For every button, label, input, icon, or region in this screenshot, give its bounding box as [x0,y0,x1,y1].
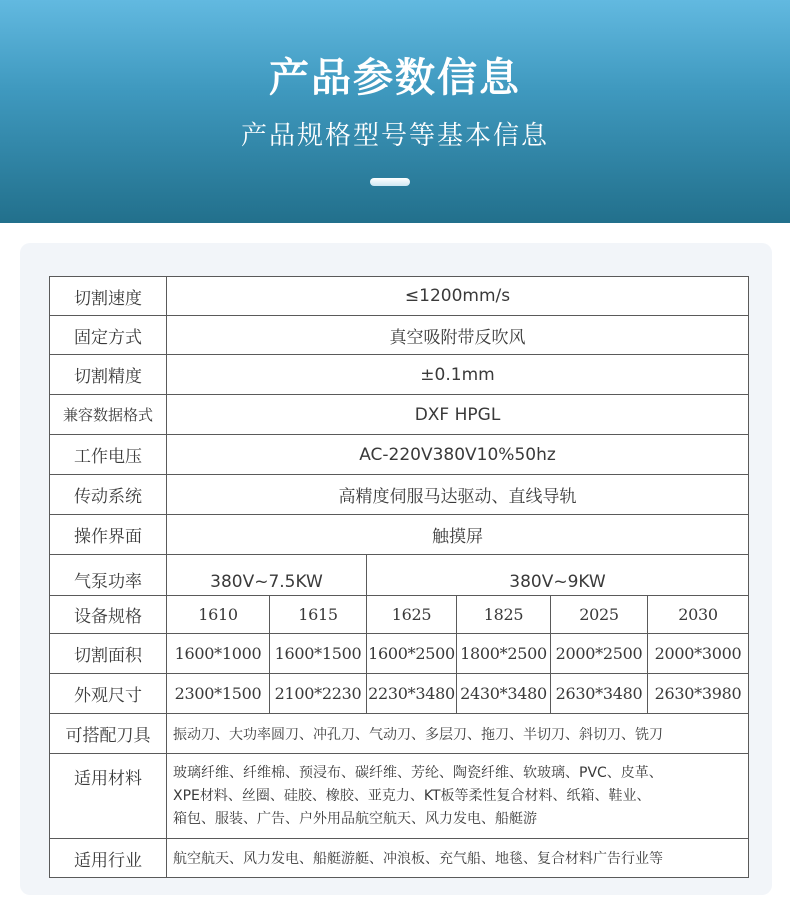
spec-label: 切割精度 [50,355,167,395]
spec-value: 1625 [367,596,457,634]
spec-value: ±0.1mm [167,355,749,395]
spec-label: 适用行业 [50,839,167,878]
header-banner [0,0,790,223]
spec-label: 适用材料 [50,754,167,839]
spec-value: 1615 [270,596,367,634]
page-subtitle: 产品规格型号等基本信息 [240,121,549,151]
spec-row-interface [50,515,749,555]
spec-value: 2000*3000 [648,634,749,674]
spec-table [49,276,749,878]
spec-row-precision [50,355,749,395]
page-title: 产品参数信息 [269,55,521,101]
spec-row-pump [50,555,749,596]
spec-label: 传动系统 [50,475,167,515]
spec-value: 2000*2500 [551,634,648,674]
spec-value: 2100*2230 [270,674,367,714]
spec-value: 1610 [167,596,270,634]
spec-label: 外观尺寸 [50,674,167,714]
spec-value: 2300*1500 [167,674,270,714]
material-line: 箱包、服装、广告、户外用品航空航天、风力发电、船艇游 [173,811,537,827]
spec-value: 380V~7.5KW [167,555,367,596]
spec-row-materials [50,754,749,839]
spec-label: 气泵功率 [50,555,167,596]
spec-label: 工作电压 [50,435,167,475]
spec-value: DXF HPGL [167,395,749,435]
spec-value: 2230*3480 [367,674,457,714]
spec-row-drive [50,475,749,515]
decorative-pill [370,178,410,186]
spec-row-models [50,596,749,634]
spec-label: 兼容数据格式 [50,395,167,435]
spec-value: AC-220V380V10%50hz [167,435,749,475]
spec-row-speed [50,277,749,316]
spec-label: 固定方式 [50,316,167,355]
spec-value: 振动刀、大功率圆刀、冲孔刀、气动刀、多层刀、拖刀、半切刀、斜切刀、铣刀 [167,714,749,754]
spec-row-voltage [50,435,749,475]
spec-value: 触摸屏 [167,515,749,555]
spec-label: 操作界面 [50,515,167,555]
spec-row-industries [50,839,749,878]
spec-label: 设备规格 [50,596,167,634]
spec-value: ≤1200mm/s [167,277,749,316]
spec-label: 切割速度 [50,277,167,316]
spec-label: 切割面积 [50,634,167,674]
spec-value: 1600*1000 [167,634,270,674]
spec-value: 2630*3980 [648,674,749,714]
material-line: XPE材料、丝圈、硅胶、橡胶、亚克力、KT板等柔性复合材料、纸箱、鞋业、 [173,788,651,804]
spec-value: 航空航天、风力发电、船艇游艇、冲浪板、充气船、地毯、复合材料广告行业等 [167,839,749,878]
material-line: 玻璃纤维、纤维棉、预浸布、碳纤维、芳纶、陶瓷纤维、软玻璃、PVC、皮革、 [173,765,663,781]
spec-value: 高精度伺服马达驱动、直线导轨 [167,475,749,515]
spec-row-tools [50,714,749,754]
spec-value: 2630*3480 [551,674,648,714]
spec-value-multiline [167,754,749,839]
spec-label: 可搭配刀具 [50,714,167,754]
spec-value: 1825 [457,596,551,634]
spec-value: 2430*3480 [457,674,551,714]
spec-value: 2030 [648,596,749,634]
spec-row-fixing [50,316,749,355]
spec-value: 1600*1500 [270,634,367,674]
spec-row-formats [50,395,749,435]
spec-value: 真空吸附带反吹风 [167,316,749,355]
spec-row-size [50,674,749,714]
spec-value: 1600*2500 [367,634,457,674]
spec-value: 380V~9KW [367,555,749,596]
spec-value: 2025 [551,596,648,634]
spec-value: 1800*2500 [457,634,551,674]
spec-row-area [50,634,749,674]
